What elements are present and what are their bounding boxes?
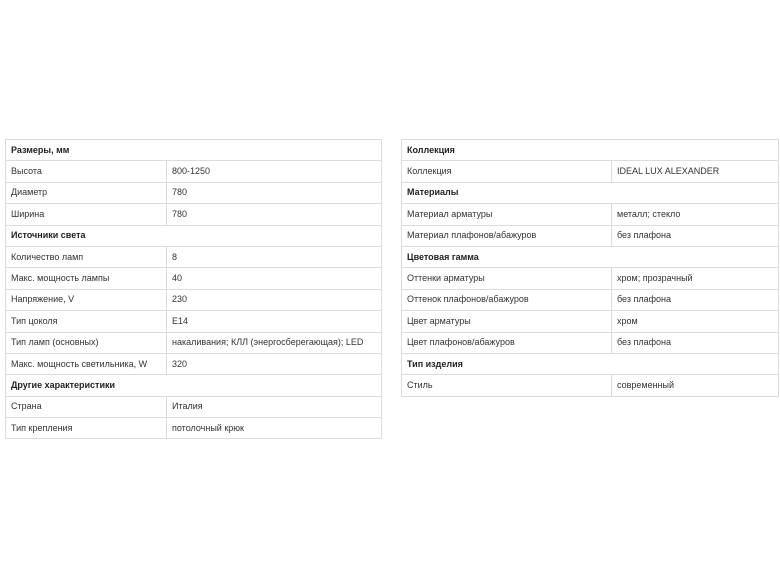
section-title: Коллекция (402, 140, 779, 161)
spec-value: металл; стекло (612, 204, 779, 225)
spec-value: E14 (167, 311, 382, 332)
spec-row (6, 353, 382, 374)
spec-row (6, 311, 382, 332)
spec-label: Коллекция (402, 161, 612, 182)
spec-label: Диаметр (6, 182, 167, 203)
spec-row (6, 204, 382, 225)
spec-row (6, 161, 382, 182)
spec-row (402, 225, 779, 246)
section-title: Источники света (6, 225, 382, 246)
spec-value: 780 (167, 204, 382, 225)
specs-table-left (5, 139, 382, 439)
section-title: Тип изделия (402, 353, 779, 374)
spec-value: хром (612, 311, 779, 332)
spec-label: Оттенки арматуры (402, 268, 612, 289)
spec-value: современный (612, 375, 779, 396)
spec-row (6, 246, 382, 267)
spec-value: IDEAL LUX ALEXANDER (612, 161, 779, 182)
spec-value: без плафона (612, 225, 779, 246)
spec-row (6, 182, 382, 203)
section-header-row (402, 182, 779, 203)
spec-value: потолочный крюк (167, 418, 382, 439)
spec-label: Материал плафонов/абажуров (402, 225, 612, 246)
spec-value: 40 (167, 268, 382, 289)
spec-label: Цвет плафонов/абажуров (402, 332, 612, 353)
spec-row (6, 332, 382, 353)
spec-value: 230 (167, 289, 382, 310)
spec-label: Макс. мощность лампы (6, 268, 167, 289)
spec-value: хром; прозрачный (612, 268, 779, 289)
spec-value: 800-1250 (167, 161, 382, 182)
spec-label: Тип крепления (6, 418, 167, 439)
spec-row (402, 204, 779, 225)
spec-value: накаливания; КЛЛ (энергосберегающая); LED (167, 332, 382, 353)
spec-row (402, 161, 779, 182)
spec-row (6, 418, 382, 439)
spec-value: без плафона (612, 332, 779, 353)
spec-row (402, 375, 779, 396)
specs-table-right-body (402, 140, 779, 397)
spec-label: Высота (6, 161, 167, 182)
section-header-row (402, 140, 779, 161)
spec-value: Италия (167, 396, 382, 417)
section-header-row (6, 140, 382, 161)
section-title: Цветовая гамма (402, 246, 779, 267)
spec-value: 320 (167, 353, 382, 374)
specs-table-right (401, 139, 779, 397)
section-title: Другие характеристики (6, 375, 382, 396)
spec-label: Тип цоколя (6, 311, 167, 332)
section-title: Размеры, мм (6, 140, 382, 161)
spec-label: Стиль (402, 375, 612, 396)
spec-label: Количество ламп (6, 246, 167, 267)
spec-value: 780 (167, 182, 382, 203)
section-header-row (402, 246, 779, 267)
spec-row (402, 289, 779, 310)
spec-row (402, 332, 779, 353)
spec-row (402, 268, 779, 289)
specs-table-left-body (6, 140, 382, 439)
spec-label: Оттенок плафонов/абажуров (402, 289, 612, 310)
section-header-row (402, 353, 779, 374)
spec-value: 8 (167, 246, 382, 267)
section-header-row (6, 375, 382, 396)
spec-row (6, 268, 382, 289)
spec-label: Макс. мощность светильника, W (6, 353, 167, 374)
spec-label: Цвет арматуры (402, 311, 612, 332)
spec-label: Тип ламп (основных) (6, 332, 167, 353)
spec-row (402, 311, 779, 332)
spec-value: без плафона (612, 289, 779, 310)
spec-label: Страна (6, 396, 167, 417)
spec-label: Материал арматуры (402, 204, 612, 225)
spec-label: Напряжение, V (6, 289, 167, 310)
spec-row (6, 396, 382, 417)
spec-row (6, 289, 382, 310)
spec-label: Ширина (6, 204, 167, 225)
section-title: Материалы (402, 182, 779, 203)
section-header-row (6, 225, 382, 246)
